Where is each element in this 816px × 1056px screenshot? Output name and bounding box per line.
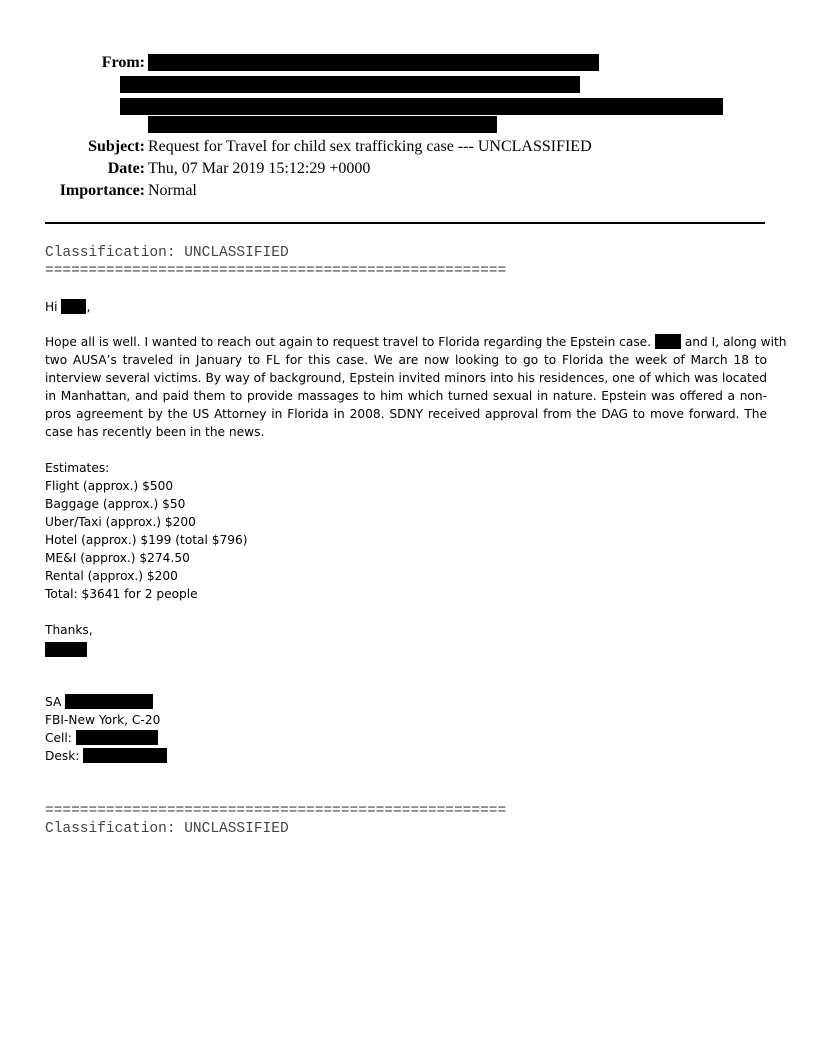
subject-row (0, 137, 816, 157)
message-paragraph (45, 333, 787, 441)
classification-top: Classification: UNCLASSIFIED (45, 245, 289, 261)
signature-title: SA (45, 695, 62, 709)
from-redaction-3 (120, 98, 723, 115)
date-row (0, 159, 816, 179)
date-label: Date: (107, 160, 145, 177)
estimate-item: Uber/Taxi (approx.) $200 (45, 515, 196, 529)
from-redaction-4 (148, 116, 497, 133)
estimate-item: Flight (approx.) $500 (45, 479, 174, 493)
importance-label: Importance: (59, 182, 145, 199)
signature-title-line (45, 693, 767, 711)
thanks: Thanks, (45, 623, 93, 637)
header-divider (45, 222, 765, 224)
sender-name-redaction (45, 642, 87, 657)
paragraph-text-b: and I, along with (684, 335, 787, 349)
estimate-item: Rental (approx.) $200 (45, 569, 178, 583)
greeting-comma: , (86, 300, 91, 314)
desk-redaction (83, 748, 167, 763)
signature-block (45, 693, 767, 765)
estimates-heading: Estimates: (45, 461, 110, 475)
name-redaction (655, 334, 681, 349)
paragraph-rest: two AUSA’s traveled in January to FL for this case. We are now looking to go to Florida the week of March 18 to interview several victims. By way of background, Epstein invited minors into his residences, one of which was located in Manhattan, and paid them to provide massages to him which turned sexual in nature. Epstein was offered a non-pros agreement by the US Attorney in Florida in 2008. SDNY received approval from the DAG to move forward. The case has recently been in the news. (45, 353, 767, 439)
greeting-text: Hi (45, 300, 58, 314)
from-label: From: (101, 54, 145, 71)
estimates-block (45, 459, 767, 603)
paragraph-first-line (45, 333, 787, 351)
greeting-redaction (61, 299, 86, 314)
greeting (45, 298, 767, 316)
from-redaction-2 (120, 76, 580, 93)
estimate-item: ME&I (approx.) $274.50 (45, 551, 190, 565)
cell-redaction (76, 730, 158, 745)
importance-value: Normal (148, 182, 197, 199)
estimate-total: Total: $3641 for 2 people (45, 587, 198, 601)
separator-top: ===================================================== (45, 263, 507, 279)
signature-name-redaction (65, 694, 153, 709)
subject-label: Subject: (88, 138, 145, 155)
classification-bottom: Classification: UNCLASSIFIED (45, 821, 289, 837)
separator-bottom: ===================================================== (45, 803, 507, 819)
date-value: Thu, 07 Mar 2019 15:12:29 +0000 (148, 160, 371, 177)
signature-cell-label: Cell: (45, 731, 72, 745)
from-redaction-1 (148, 54, 599, 71)
estimate-item: Baggage (approx.) $50 (45, 497, 186, 511)
subject-value: Request for Travel for child sex trafficking case --- UNCLASSIFIED (148, 138, 592, 155)
signature-desk-line (45, 747, 767, 765)
signature-desk-label: Desk: (45, 749, 80, 763)
estimate-item: Hotel (approx.) $199 (total $796) (45, 533, 248, 547)
signature-cell-line (45, 729, 767, 747)
signature-office: FBI-New York, C-20 (45, 713, 161, 727)
importance-row (0, 181, 816, 201)
paragraph-text-a: Hope all is well. I wanted to reach out again to request travel to Florida regarding the Epstein case. (45, 335, 652, 349)
